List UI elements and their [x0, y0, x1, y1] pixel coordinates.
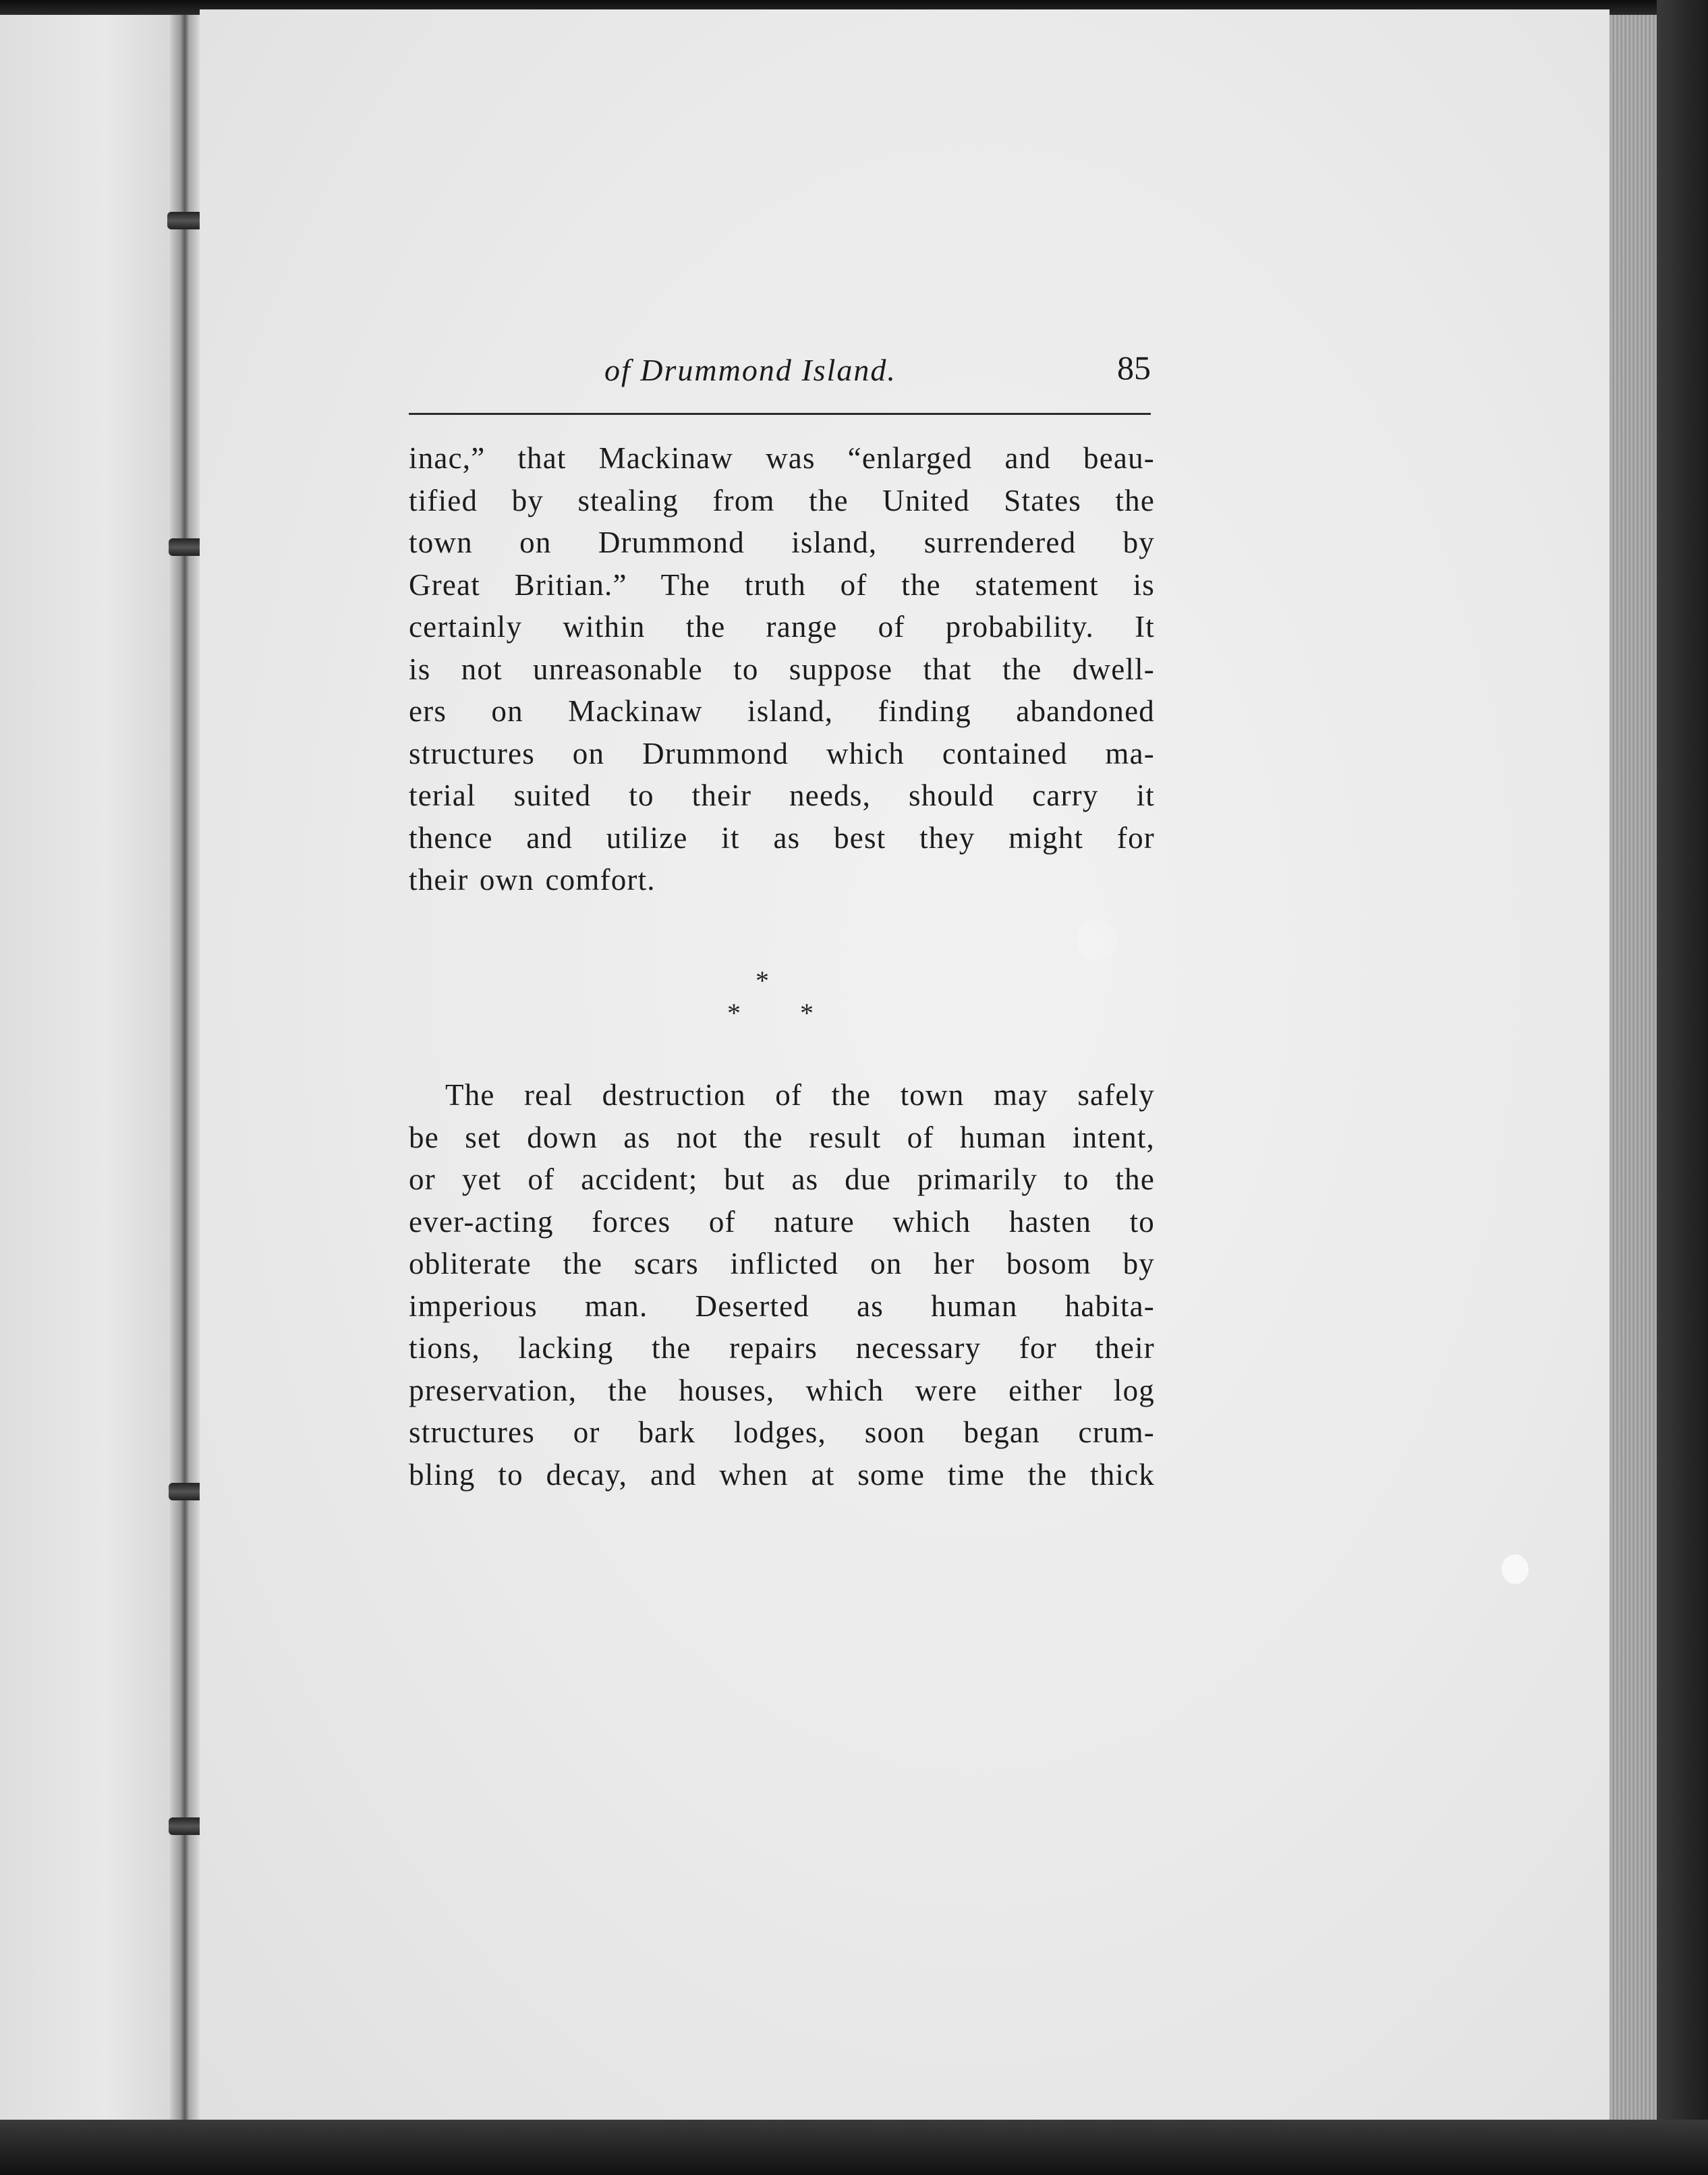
text-line: town on Drummond island, surrendered by [409, 526, 1155, 559]
text-line: Great Britian.” The truth of the statement is [409, 567, 1155, 602]
text-line: is not unreasonable to suppose that the dwell- [409, 652, 1155, 686]
text-line: imperious man. Deserted as human habita- [409, 1289, 1155, 1323]
asterisk: * [727, 998, 741, 1028]
header-rule [409, 413, 1151, 415]
text-line: ers on Mackinaw island, finding abandoned [409, 694, 1155, 728]
paragraph-1 [409, 437, 1155, 901]
section-separator [712, 965, 820, 1028]
page-number: 85 [1117, 349, 1151, 387]
text-line: tified by stealing from the United States the [409, 483, 1155, 517]
running-title: of Drummond Island. [604, 353, 896, 387]
text-line: certainly within the range of probability. It [409, 610, 1155, 644]
text-line: terial suited to their needs, should carry it [409, 779, 1155, 812]
dust-speck [1502, 1554, 1529, 1584]
text-line: preservation, the houses, which were either log [409, 1373, 1155, 1407]
text-line: ever-acting forces of nature which hasten to [409, 1204, 1155, 1239]
text-line: structures or bark lodges, soon began crum- [409, 1415, 1155, 1449]
text-line: structures on Drummond which contained ma- [409, 736, 1155, 770]
asterisk: * [756, 965, 769, 996]
asterisk: * [800, 998, 814, 1028]
binding-stitch [169, 1817, 204, 1835]
book-fore-edge [1610, 15, 1657, 2133]
dust-speck [1077, 920, 1117, 961]
binding-stitch [169, 1483, 204, 1500]
binding-stitch [169, 538, 204, 556]
text-line: tions, lacking the repairs necessary for their [409, 1331, 1155, 1365]
text-line: obliterate the scars inflicted on her bosom by [409, 1247, 1155, 1280]
text-line: bling to decay, and when at some time the thick [409, 1457, 1155, 1492]
text-line: The real destruction of the town may safely [445, 1078, 1155, 1112]
binding-stitch [167, 212, 202, 229]
text-line: inac,” that Mackinaw was “enlarged and beau- [409, 441, 1155, 475]
text-line: their own comfort. [409, 863, 656, 897]
book-gutter [170, 15, 200, 2126]
scan-bottom-edge [0, 2120, 1708, 2175]
text-line: thence and utilize it as best they might for [409, 820, 1155, 855]
facing-page-edge [0, 15, 177, 2126]
running-head [409, 339, 1151, 393]
text-line: or yet of accident; but as due primarily to the [409, 1162, 1155, 1196]
book-cover-edge [1657, 0, 1708, 2175]
text-line: be set down as not the result of human intent, [409, 1120, 1155, 1154]
book-page [200, 9, 1610, 2120]
paragraph-2 [409, 1074, 1155, 1496]
